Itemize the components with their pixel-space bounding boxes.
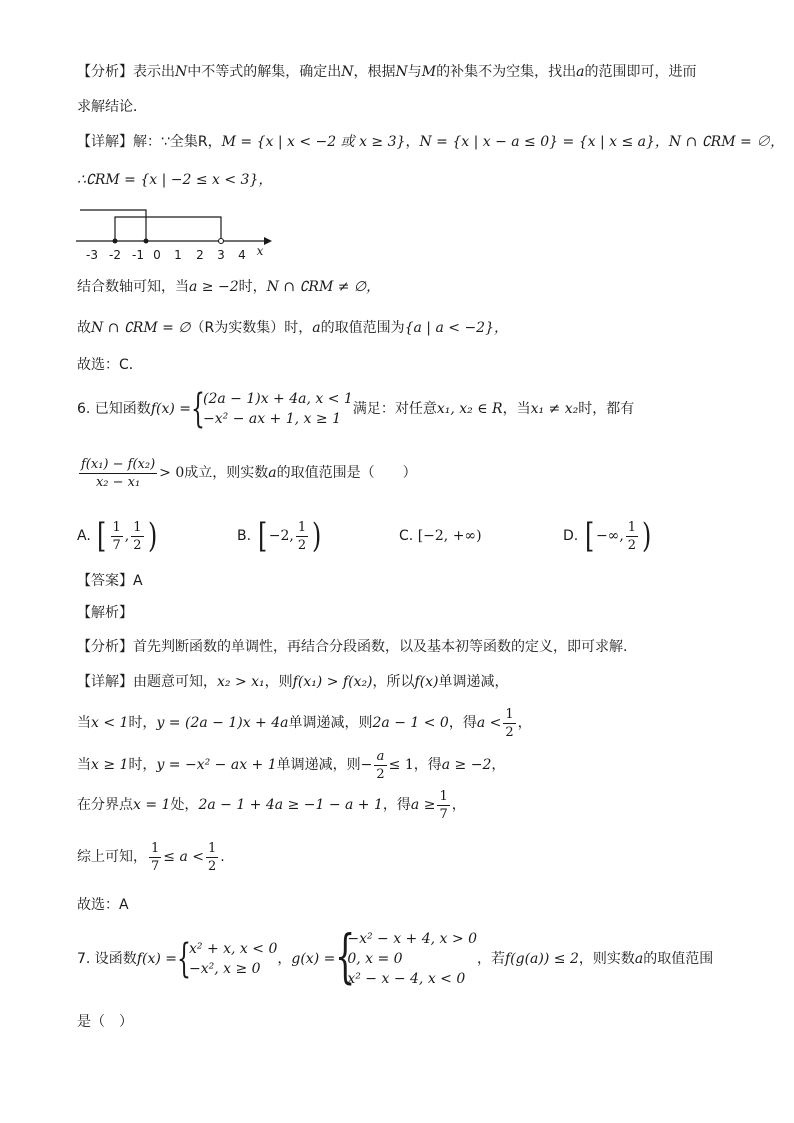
option-c[interactable]: C. [−2, +∞) (399, 528, 482, 544)
tick-label: 0 (153, 248, 161, 262)
q6-detail-line-5: 综上可知， $\frac{1}{7}$ ≤ a < $\frac{1}{2}$ . (77, 840, 225, 874)
interval-n (80, 210, 146, 241)
set-n: N = {x | x − a ≤ 0} = {x | x ≤ a} (419, 134, 655, 150)
q7-stem: 7. 设函数f(x) = { x² + x, x < 0 −x², x ≥ 0 ，g(x) = { −x² − x + 4, x > 0 0, x = 0 x² − x − 4, x < 0 ，若f(g(a)) ≤ 2，则实数a的取值范围 (77, 922, 714, 990)
q7-g-piecewise: { −x² − x + 4, x > 0 0, x = 0 x² − x − 4, x < 0 (335, 922, 477, 990)
detail-tag: 【详解】 (77, 134, 133, 150)
difference-quotient: $\frac{\text{f(x₁) − f(x₂)}}{\text{x₂ − x₁}}$ (81, 456, 156, 490)
set-m: M = {x | x < −2 或 x ≥ 3} (221, 134, 406, 150)
q6-answer: 【答案】A (77, 573, 143, 589)
interval-complement-m (115, 217, 221, 241)
tick-label: -2 (109, 248, 121, 262)
closed-point-minus-2 (113, 239, 118, 244)
option-d[interactable]: D. [ −∞, $\frac{1}{2}$ ) (563, 516, 652, 556)
q6-options (77, 514, 717, 558)
option-a[interactable]: A. [ $\frac{1}{7}$ , $\frac{1}{2}$ ) (77, 516, 157, 556)
axis-arrow (264, 237, 272, 245)
q6-detail-line-2: 当x < 1时，y = (2a − 1)x + 4a单调递减，则2a − 1 < 0，得a < $\frac{1}{2}$ ， (77, 706, 532, 740)
option-b[interactable]: B. [ −2, $\frac{1}{2}$ ) (237, 516, 322, 556)
axis-label: x (256, 244, 264, 258)
q7-f-piecewise: { x² + x, x < 0 −x², x ≥ 0 (177, 936, 278, 982)
q6-detail-line-4: 在分界点x = 1处，2a − 1 + 4a ≥ −1 − a + 1，得a ≥ $\frac{1}{7}$ ， (77, 788, 466, 822)
answer-tag: 【答案】 (77, 573, 133, 589)
q6-condition: $\frac{\text{f(x₁) − f(x₂)}}{\text{x₂ − x₁}}$ > 0成立，则实数a的取值范围是（ ） (81, 456, 417, 490)
q6-detail-line-3: 当x ≥ 1时，y = −x² − ax + 1单调递减，则− $\frac{a}{2}$ ≤ 1，得a ≥ −2， (77, 748, 506, 782)
therefore-line: 故N ∩ ∁RM = ∅（R为实数集）时，a的取值范围为{a | a < −2}， (77, 320, 508, 336)
closed-point-a (144, 239, 149, 244)
choice-c: 故选：C． (77, 357, 143, 373)
tick-label: 1 (174, 248, 182, 262)
analysis-line-1: 【分析】表示出N中不等式的解集，确定出N，根据N与M的补集不为空集，找出a的范围即可，进而 (77, 64, 697, 80)
open-point-3 (219, 239, 224, 244)
brace-icon: { (191, 386, 205, 432)
analysis-line-2: 求解结论． (77, 99, 147, 115)
analysis-tag: 【分析】 (77, 64, 133, 80)
tick-label: 2 (196, 248, 204, 262)
q6-stem: 6. 已知函数f(x) = { (2a − 1)x + 4a, x < 1 −x² − ax + 1, x ≥ 1 满足：对任意x₁, x₂ ∈ R，当x₁ ≠ x₂时，都有 (77, 386, 635, 432)
q6-analysis: 【分析】首先判断函数的单调性，再结合分段函数，以及基本初等函数的定义，即可求解. (77, 639, 628, 655)
q6-number: 6. 已知函数 (77, 401, 151, 417)
brace-icon: { (177, 936, 191, 982)
brace-icon: { (335, 922, 356, 990)
tick-label: 4 (238, 248, 246, 262)
q6-piecewise: { (2a − 1)x + 4a, x < 1 −x² − ax + 1, x ≥ 1 (191, 386, 353, 432)
tick-label: -3 (86, 248, 98, 262)
choice-a: 故选：A (77, 897, 129, 913)
tick-label: 3 (217, 248, 225, 262)
complement-line (77, 170, 272, 190)
q7-number: 7. 设函数 (77, 951, 137, 967)
tick-label: -1 (132, 248, 144, 262)
jiexi-tag: 【解析】 (77, 605, 133, 621)
q6-detail-line-1: 【详解】由题意可知，x₂ > x₁，则f(x₁) > f(x₂)，所以f(x)单调递减， (77, 674, 509, 690)
detail-line-1: 【详解】解：∵全集R，M = {x | x < −2 或 x ≥ 3}，N = {x | x − a ≤ 0} = {x | x ≤ a}，N ∩ ∁RM = ∅， (77, 134, 785, 150)
number-line-figure (76, 205, 276, 265)
q7-line-2: 是（ ） (77, 1014, 133, 1030)
complement-set: ∴∁RM = {x | −2 ≤ x < 3}， (77, 172, 273, 188)
combine-line: 结合数轴可知，当a ≥ −2时，N ∩ ∁RM ≠ ∅， (77, 279, 381, 295)
